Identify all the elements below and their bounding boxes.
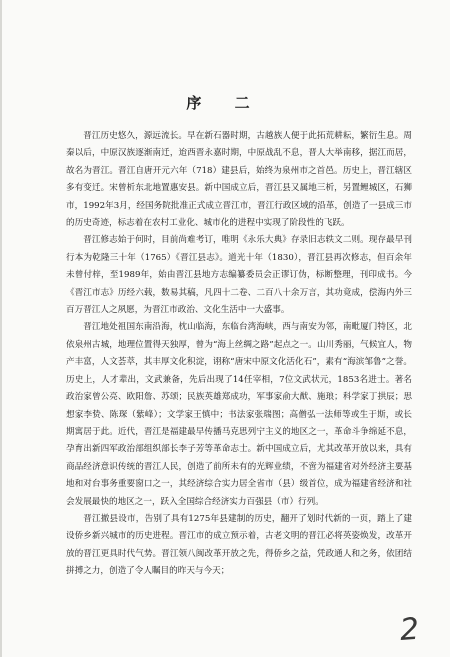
paragraph: 晋江撤县设市，告别了具有1275年县建制的历史，翻开了划时代新的一页，踏上了建设侨乡新兴城市的历史进程。晋江市的成立预示着，古老文明的晋江必将英姿焕发，改革开放的晋江更具时代气势。晋江领八闽改革开放之先，得侨乡之益，凭政通人和之务，依团结拼搏之力，创造了令人瞩目的昨天与今天； — [66, 513, 412, 577]
page-title: 序 二 — [186, 94, 264, 112]
handwritten-page-number: 2 — [398, 611, 421, 649]
body-text — [66, 128, 412, 581]
paragraph: 晋江地处祖国东南沿海，枕山临海，东临台湾海峡，西与南安为邻，南毗厦门特区，北依泉州古城，地理位置得天独厚，曾为“海上丝绸之路”起点之一。山川秀丽，气候宜人，物产丰富，人文荟萃，其丰厚文化积淀，诩称“唐宋中原文化活化石”，素有“海滨邹鲁”之誉。历史上，人才辈出，文武兼备，先后出现了14任宰相，7位文武状元，1853名进士。著名政治家曾公亮、欧阳詹、苏颂；民族英雄郑成功，军事家俞大猷、施琅；科学家丁拱辰；思想家李贽、陈琛（紫峰）；文学家王慎中；书法家张瑞图；高僧弘一法师等或生于斯，或长期寓居于此。近代，晋江是福建最早传播马克思列宁主义的地区之一，革命斗争绵延不息，孕育出新四军政治部组织部长李子芳等革命志士。新中国成立后，尤其改革开放以来，具有商品经济意识传统的晋江人民，创造了前所未有的光辉业绩，不啻为福建省对外经济主要基地和对台事务重要窗口之一，其经济综合实力居全省市（县）级首位，成为福建省经济和社会发展最快的地区之一，跃入全国综合经济实力百强县（市）行列。 — [66, 322, 412, 507]
paragraph: 晋江修志始于何时，目前尚难考订，唯明《永乐大典》存录旧志轶文二则。现存最早刊行本为乾隆三十年（1765）《晋江县志》。道光十年（1830），晋江县再次修志，但百余年未曾付梓，至1989年，始由晋江县地方志编纂委员会正谬订伪，标断整理，刊印成书。今《晋江市志》历经六载，数易其稿，凡四十二卷、二百八十余万言，其功竟成，偿海内外三百万晋江人之夙愿，为晋江市政治、文化生活中一大盛事。 — [66, 235, 412, 316]
paragraph: 晋江历史悠久，源远流长。早在新石器时期，古越族人便于此拓荒耕耘，繁衍生息。周秦以后，中原汉族逐渐南迁，迨西晋永嘉时期，中原战乱不息，晋人大举南移，据江而居，故名为晋江。晋江自唐开元六年（718）建县后，始终为泉州市之首邑。历史上，晋江辖区多有变迁。宋曾析东北地置惠安县。新中国成立后，晋江县又属地三析，另置鲤城区，石狮市，1992年3月，经国务院批准正式成立晋江市，晋江行政区域的沿革，创造了一县成三市的历史奇迹，标志着在农村工业化、城市化的进程中实现了阶段性的飞跃。 — [66, 131, 412, 229]
